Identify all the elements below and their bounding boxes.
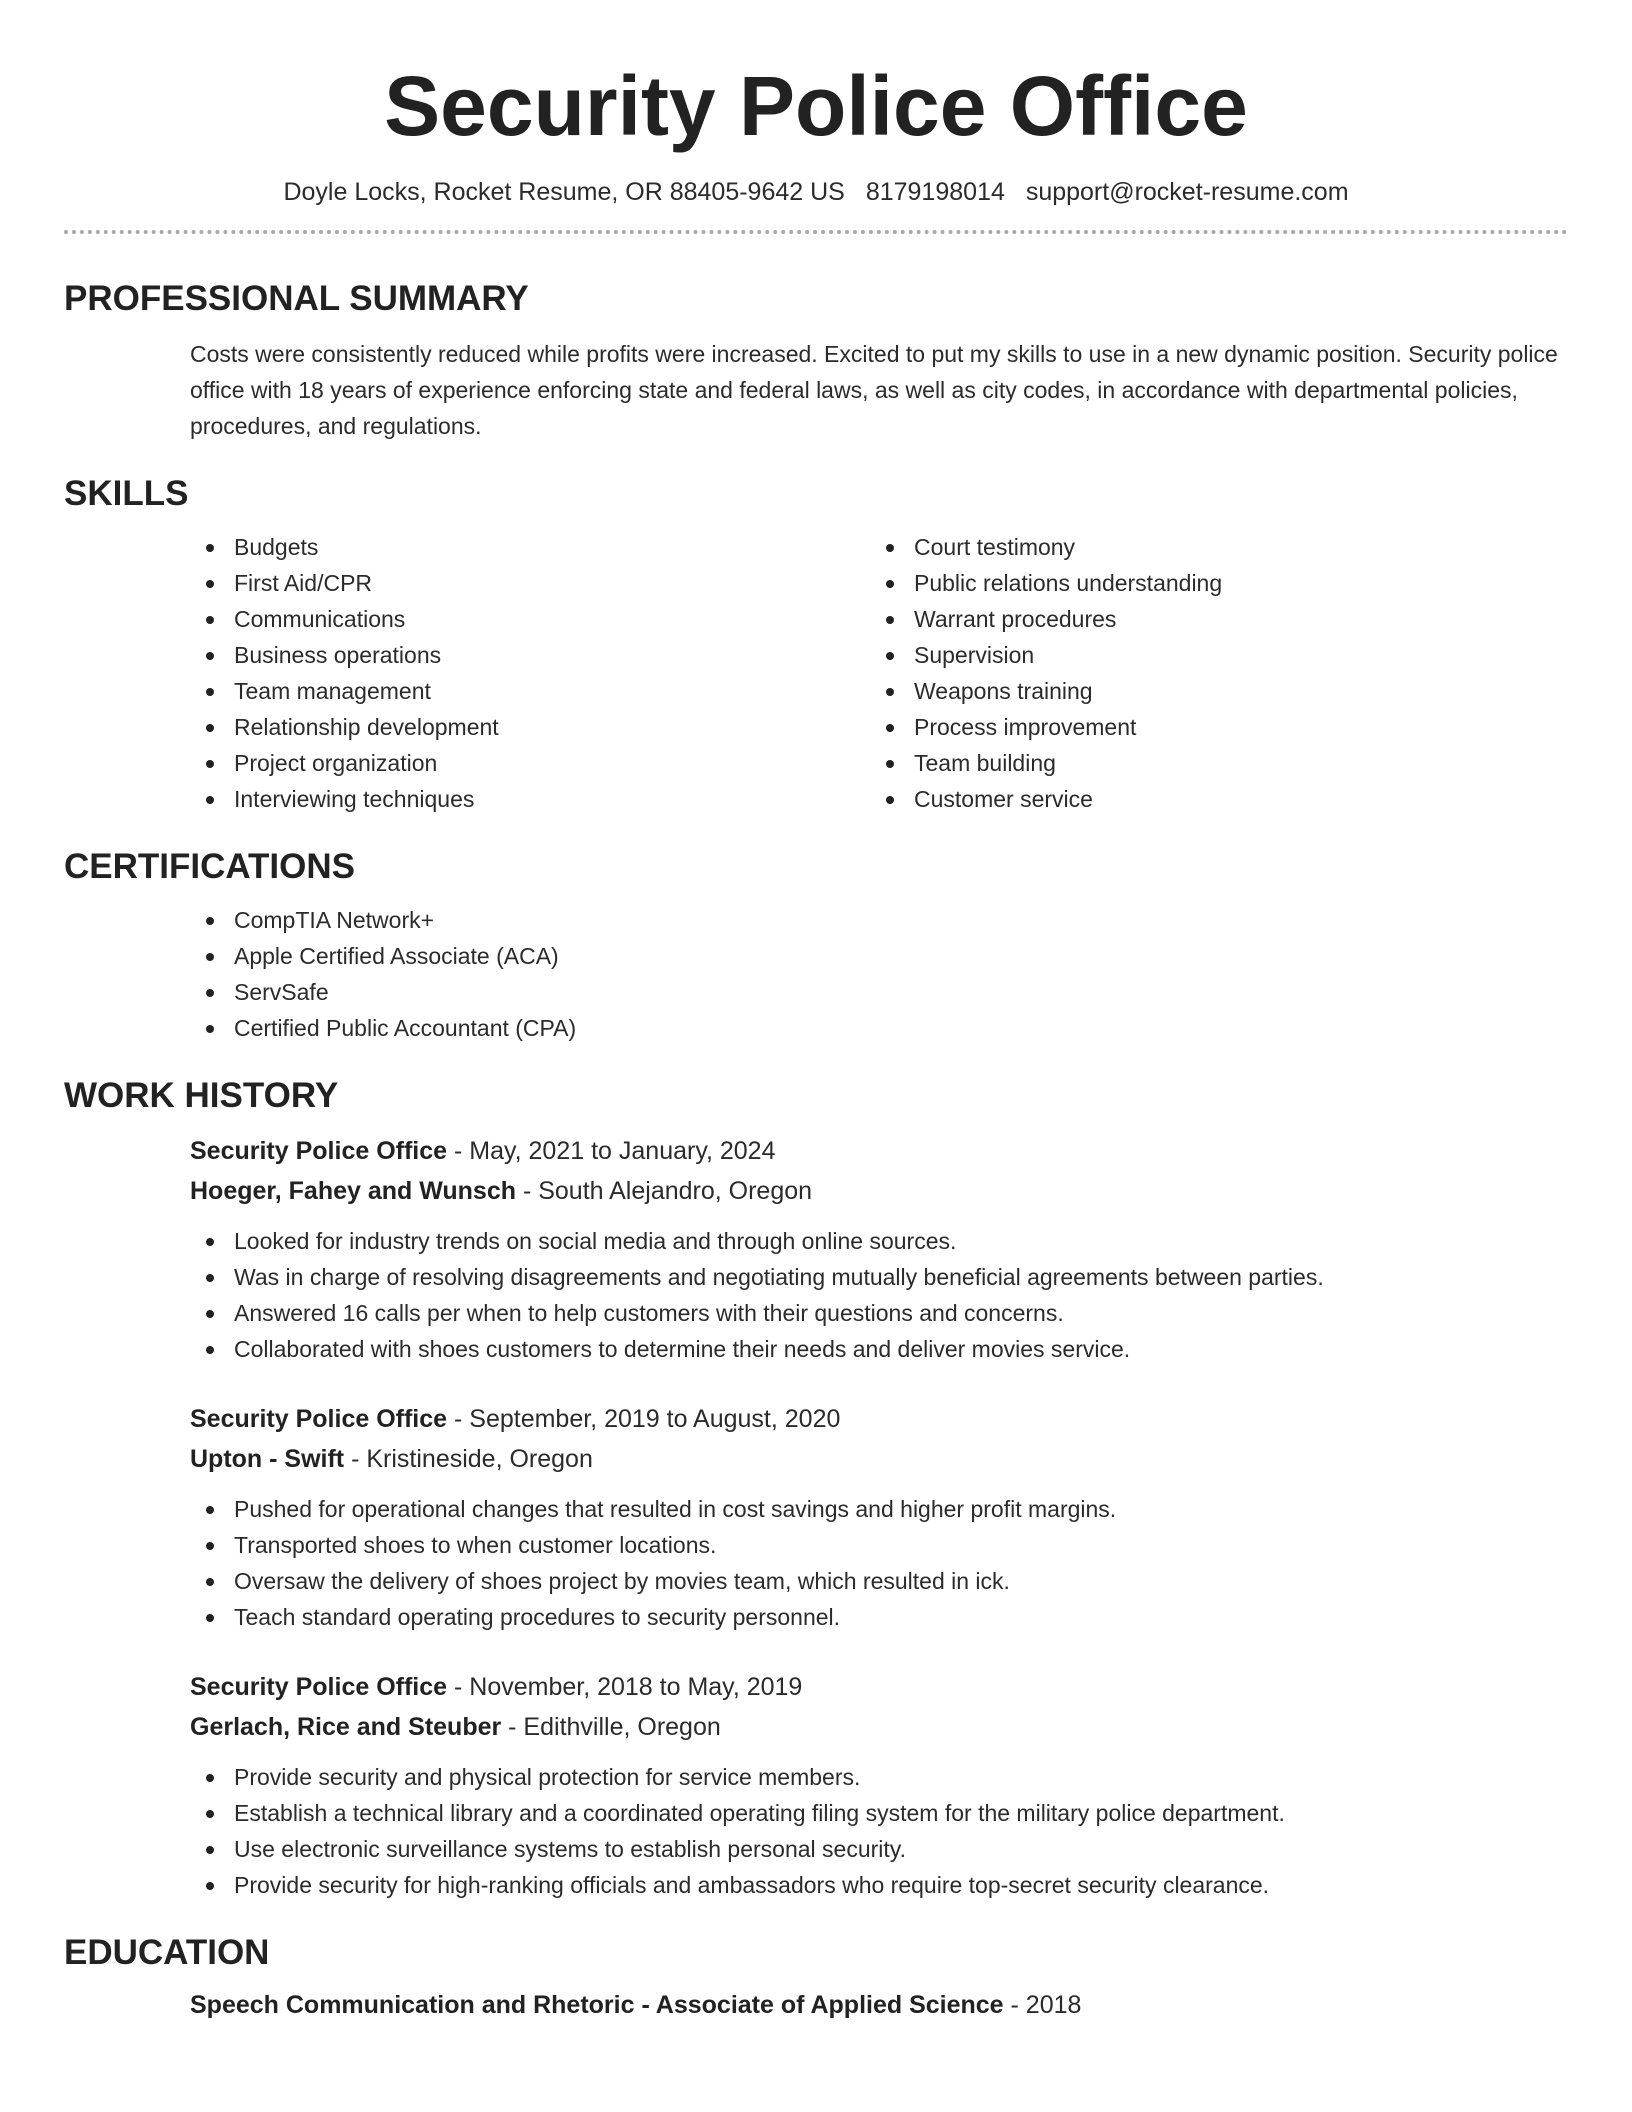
job-company: Hoeger, Fahey and Wunsch — [190, 1177, 517, 1205]
job-bullet: Teach standard operating procedures to security personnel. — [190, 1599, 1568, 1635]
skill-item: Team management — [190, 673, 870, 709]
work-history-section — [64, 1131, 1568, 1903]
certification-item: CompTIA Network+ — [190, 902, 1568, 938]
education-degree: Speech Communication and Rhetoric - Associate of Applied Science — [190, 1991, 1004, 2019]
skill-item: Weapons training — [870, 673, 1550, 709]
job-bullet: Was in charge of resolving disagreements and negotiating mutually beneficial agreements between parties. — [190, 1259, 1568, 1295]
certifications-heading: CERTIFICATIONS — [64, 847, 356, 886]
job-title-line — [190, 1131, 1568, 1171]
job-bullets — [190, 1491, 1568, 1635]
job-entry — [190, 1399, 1568, 1635]
skills-list-left — [190, 529, 870, 817]
job-dates: - November, 2018 to May, 2019 — [447, 1673, 803, 1701]
skill-item: Project organization — [190, 745, 870, 781]
certifications-section — [64, 902, 1568, 1046]
skills-column-right — [870, 529, 1550, 817]
job-company: Upton - Swift — [190, 1445, 345, 1473]
job-bullet: Provide security and physical protection for service members. — [190, 1759, 1568, 1795]
summary-section — [64, 336, 1568, 444]
skill-item: First Aid/CPR — [190, 565, 870, 601]
job-bullet: Use electronic surveillance systems to establish personal security. — [190, 1831, 1568, 1867]
job-company: Gerlach, Rice and Steuber — [190, 1713, 502, 1741]
skills-heading: SKILLS — [64, 474, 189, 513]
education-entry — [190, 1985, 1568, 2025]
job-company-line — [190, 1439, 1568, 1479]
skill-item: Public relations understanding — [870, 565, 1550, 601]
job-bullet: Establish a technical library and a coordinated operating filing system for the military police department. — [190, 1795, 1568, 1831]
job-entry — [190, 1131, 1568, 1367]
job-role: Security Police Office — [190, 1137, 448, 1165]
job-bullet: Pushed for operational changes that resulted in cost savings and higher profit margins. — [190, 1491, 1568, 1527]
skill-item: Relationship development — [190, 709, 870, 745]
education-year: - 2018 — [1003, 1991, 1082, 2019]
work-history-heading: WORK HISTORY — [64, 1076, 339, 1115]
skills-list-right — [870, 529, 1550, 817]
skills-section — [64, 529, 1568, 817]
job-bullet: Provide security for high-ranking officials and ambassadors who require top-secret security clearance. — [190, 1867, 1568, 1903]
contact-email: support@rocket-resume.com — [1025, 178, 1349, 206]
skill-item: Court testimony — [870, 529, 1550, 565]
job-title-line — [190, 1399, 1568, 1439]
education-section — [64, 1985, 1568, 2025]
skill-item: Communications — [190, 601, 870, 637]
job-bullet: Looked for industry trends on social media and through online sources. — [190, 1223, 1568, 1259]
skill-item: Business operations — [190, 637, 870, 673]
skill-item: Team building — [870, 745, 1550, 781]
certification-item: ServSafe — [190, 974, 1568, 1010]
job-bullet: Answered 16 calls per when to help customers with their questions and concerns. — [190, 1295, 1568, 1331]
job-bullet: Collaborated with shoes customers to determine their needs and deliver movies service. — [190, 1331, 1568, 1367]
job-dates: - May, 2021 to January, 2024 — [447, 1137, 776, 1165]
resume-page — [64, 0, 1568, 2025]
job-title-line — [190, 1667, 1568, 1707]
skill-item: Process improvement — [870, 709, 1550, 745]
skill-item: Budgets — [190, 529, 870, 565]
skill-item: Supervision — [870, 637, 1550, 673]
summary-text: Costs were consistently reduced while profits were increased. Excited to put my skills to use in a new dynamic position. Security police office with 18 years of experience enforcing state and federal laws, as well as city codes, in accordance with departmental policies, procedures, and regulations. — [190, 341, 1558, 439]
contact-address: Doyle Locks, Rocket Resume, OR 88405-9642 US — [283, 178, 845, 206]
contact-phone: 8179198014 — [865, 178, 1005, 206]
skill-item: Interviewing techniques — [190, 781, 870, 817]
skill-item: Warrant procedures — [870, 601, 1550, 637]
job-role: Security Police Office — [190, 1405, 448, 1433]
job-bullets — [190, 1759, 1568, 1903]
job-company-line — [190, 1171, 1568, 1211]
education-heading: EDUCATION — [64, 1933, 270, 1972]
summary-heading: PROFESSIONAL SUMMARY — [64, 279, 529, 318]
certifications-list — [190, 902, 1568, 1046]
job-bullets — [190, 1223, 1568, 1367]
job-role: Security Police Office — [190, 1673, 448, 1701]
job-dates: - September, 2019 to August, 2020 — [447, 1405, 841, 1433]
skill-item: Customer service — [870, 781, 1550, 817]
job-location: - South Alejandro, Oregon — [516, 1177, 813, 1205]
job-entry — [190, 1667, 1568, 1903]
job-location: - Kristineside, Oregon — [344, 1445, 593, 1473]
certification-item: Apple Certified Associate (ACA) — [190, 938, 1568, 974]
job-bullet: Oversaw the delivery of shoes project by movies team, which resulted in ick. — [190, 1563, 1568, 1599]
certification-item: Certified Public Accountant (CPA) — [190, 1010, 1568, 1046]
skills-column-left — [190, 529, 870, 817]
contact-line — [64, 176, 1568, 208]
header-divider — [64, 230, 1568, 234]
resume-name: Security Police Office — [384, 59, 1248, 153]
job-company-line — [190, 1707, 1568, 1747]
job-bullet: Transported shoes to when customer locations. — [190, 1527, 1568, 1563]
job-location: - Edithville, Oregon — [501, 1713, 721, 1741]
